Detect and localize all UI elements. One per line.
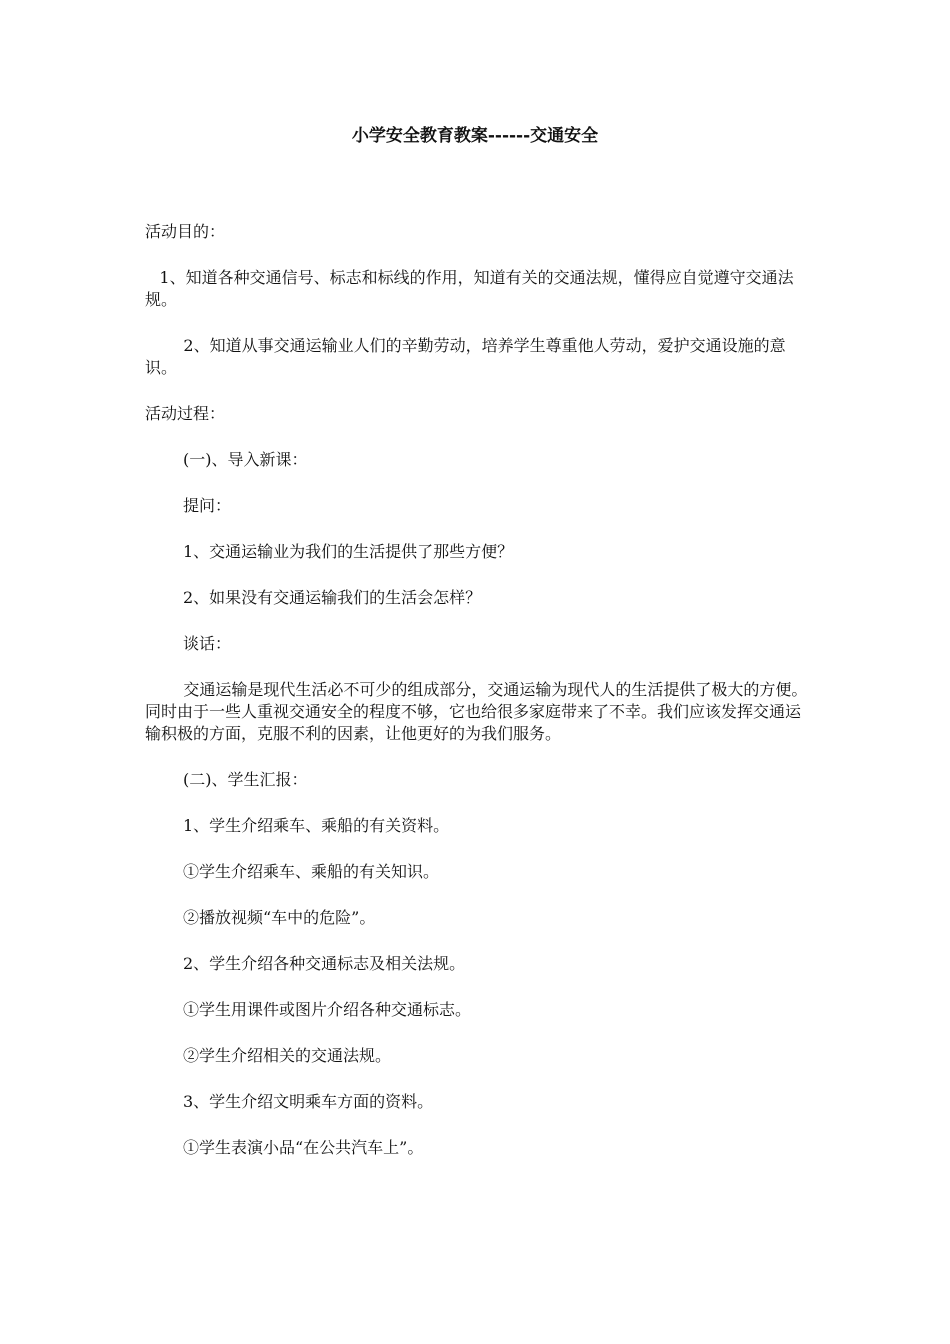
report-subitem-1a: ①学生介绍乘车、乘船的有关知识。 — [183, 862, 440, 881]
section-heading-objectives: 活动目的： — [145, 222, 226, 241]
objective-paragraph-2: 2、知道从事交通运输业人们的辛勤劳动，培养学生尊重他人劳动，爱护交通设施的意识。 — [145, 336, 786, 377]
report-item-1: 1、学生介绍乘车、乘船的有关资料。 — [183, 816, 450, 835]
report-item-3: 3、学生介绍文明乘车方面的资料。 — [183, 1092, 434, 1111]
subsection-heading-intro: (一)、导入新课： — [183, 450, 308, 469]
document-body — [145, 221, 810, 1183]
report-item-2: 2、学生介绍各种交通标志及相关法规。 — [183, 954, 466, 973]
report-subitem-2b: ②学生介绍相关的交通法规。 — [183, 1046, 392, 1065]
question-label: 提问： — [183, 496, 232, 515]
talk-label: 谈话： — [183, 634, 232, 653]
subsection-heading-report: (二)、学生汇报： — [183, 770, 308, 789]
question-item-2: 2、如果没有交通运输我们的生活会怎样？ — [183, 588, 482, 607]
report-subitem-1b: ②播放视频“车中的危险”。 — [183, 908, 376, 927]
objective-paragraph-1: 1、知道各种交通信号、标志和标线的作用，知道有关的交通法规，懂得应自觉遵守交通法规。 — [145, 268, 794, 309]
question-item-1: 1、交通运输业为我们的生活提供了那些方便？ — [183, 542, 514, 561]
report-subitem-3a: ①学生表演小品“在公共汽车上”。 — [183, 1138, 424, 1157]
talk-paragraph: 交通运输是现代生活必不可少的组成部分，交通运输为现代人的生活提供了极大的方便。同时由于一些人重视交通安全的程度不够，它也给很多家庭带来了不幸。我们应该发挥交通运输积极的方面，克服不利的因素，让他更好的为我们服务。 — [145, 680, 808, 743]
report-subitem-2a: ①学生用课件或图片介绍各种交通标志。 — [183, 1000, 472, 1019]
section-heading-process: 活动过程： — [145, 404, 226, 423]
document-title: 小学安全教育教案------交通安全 — [351, 126, 599, 146]
